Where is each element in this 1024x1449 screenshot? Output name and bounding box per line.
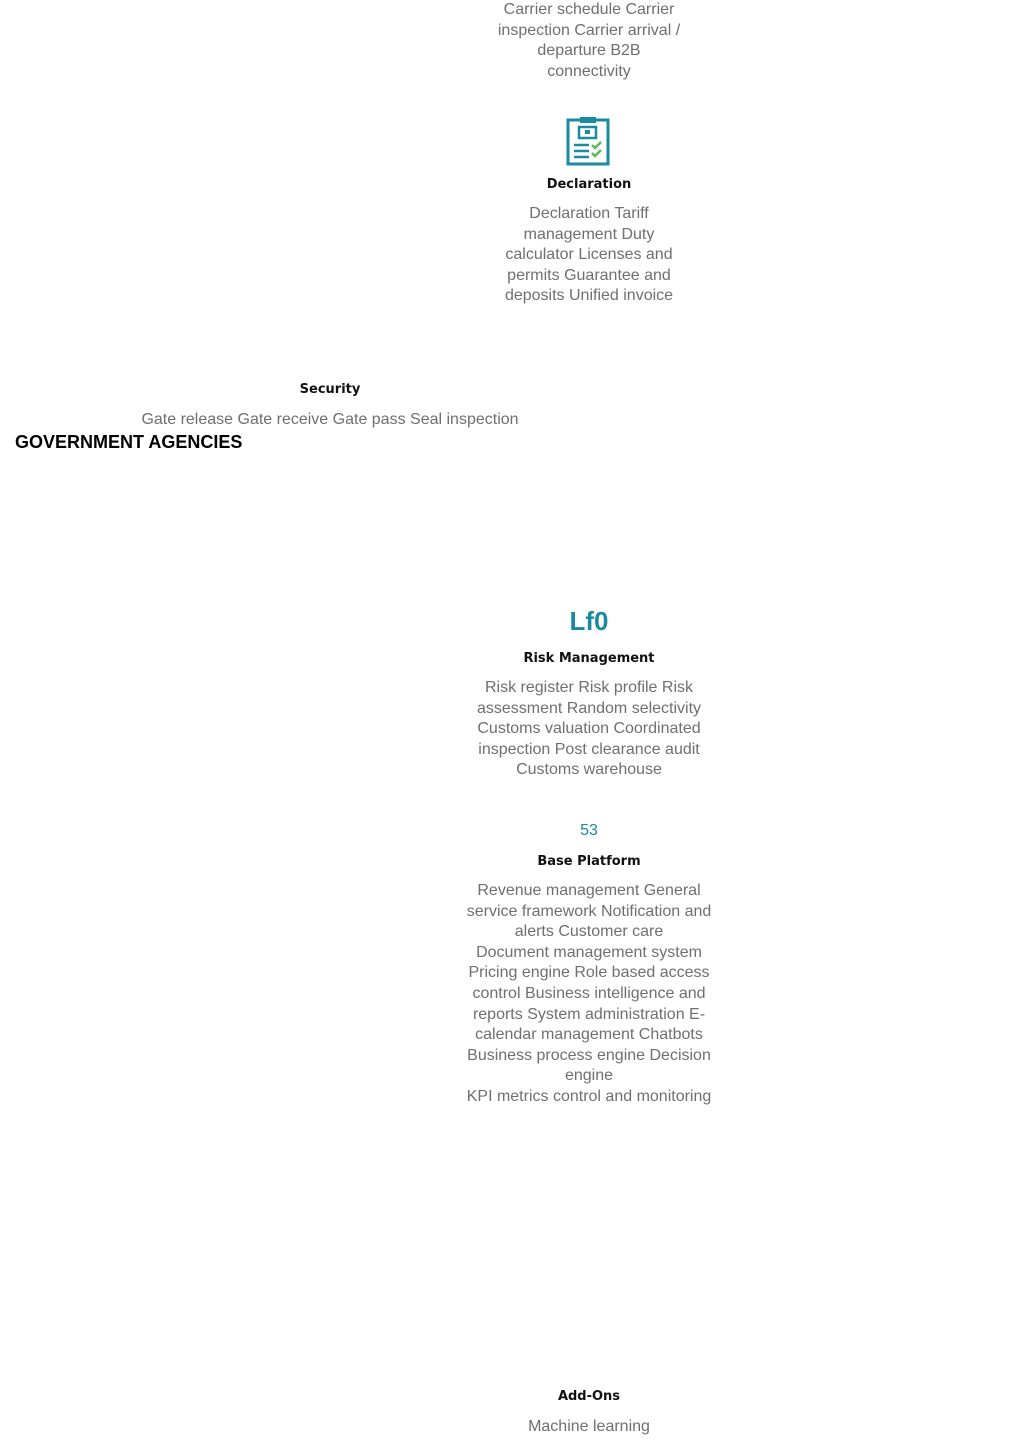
risk-line: inspection Post clearance audit — [478, 740, 700, 758]
risk-management-heading: Risk Management — [523, 651, 655, 666]
declaration-description — [470, 204, 708, 307]
base-platform-line: Pricing engine Role based access — [468, 964, 710, 982]
risk-line: Customs warehouse — [516, 761, 662, 779]
clipboard-check-icon — [565, 115, 611, 167]
base-platform-line: Document management system — [476, 943, 702, 961]
base-platform-line: Business process engine Decision — [467, 1046, 711, 1064]
risk-management-icon: Lf0 — [569, 606, 609, 636]
risk-line: Customs valuation Coordinated — [477, 720, 701, 738]
carrier-line: Carrier schedule Carrier — [503, 1, 675, 18]
carrier-line: departure B2B — [537, 42, 641, 60]
security-heading: Security — [299, 382, 361, 397]
government-agencies-label: GOVERNMENT AGENCIES — [15, 432, 243, 452]
base-platform-line: reports System administration E- — [472, 1005, 706, 1023]
base-platform-icon: 53 — [580, 822, 598, 839]
base-platform-description — [450, 881, 728, 1108]
declaration-line: deposits Unified invoice — [504, 287, 674, 305]
base-platform-line: Revenue management General — [477, 882, 701, 899]
declaration-line: Declaration Tariff — [529, 205, 649, 222]
carrier-description — [470, 0, 708, 82]
addons-heading: Add-Ons — [557, 1389, 621, 1404]
declaration-line: calculator Licenses and — [505, 246, 673, 264]
security-description: Gate release Gate receive Gate pass Seal inspection — [141, 411, 519, 428]
base-platform-line: calendar management Chatbots — [475, 1026, 703, 1044]
risk-line: Risk register Risk profile Risk — [484, 679, 694, 696]
base-platform-line: KPI metrics control and monitoring — [466, 1087, 712, 1105]
carrier-line: inspection Carrier arrival / — [497, 21, 681, 39]
base-platform-heading: Base Platform — [537, 854, 641, 869]
declaration-line: management Duty — [523, 225, 655, 243]
risk-management-description — [460, 678, 718, 781]
addons-description: Machine learning — [528, 1418, 650, 1435]
base-platform-line: alerts Customer care — [514, 923, 664, 941]
base-platform-line: control Business intelligence and — [472, 984, 706, 1002]
declaration-line: permits Guarantee and — [507, 266, 671, 284]
base-platform-line: engine — [564, 1067, 614, 1085]
risk-line: assessment Random selectivity — [476, 699, 702, 717]
declaration-heading: Declaration — [546, 177, 632, 192]
carrier-line: connectivity — [547, 62, 631, 80]
base-platform-line: service framework Notification and — [466, 902, 712, 920]
